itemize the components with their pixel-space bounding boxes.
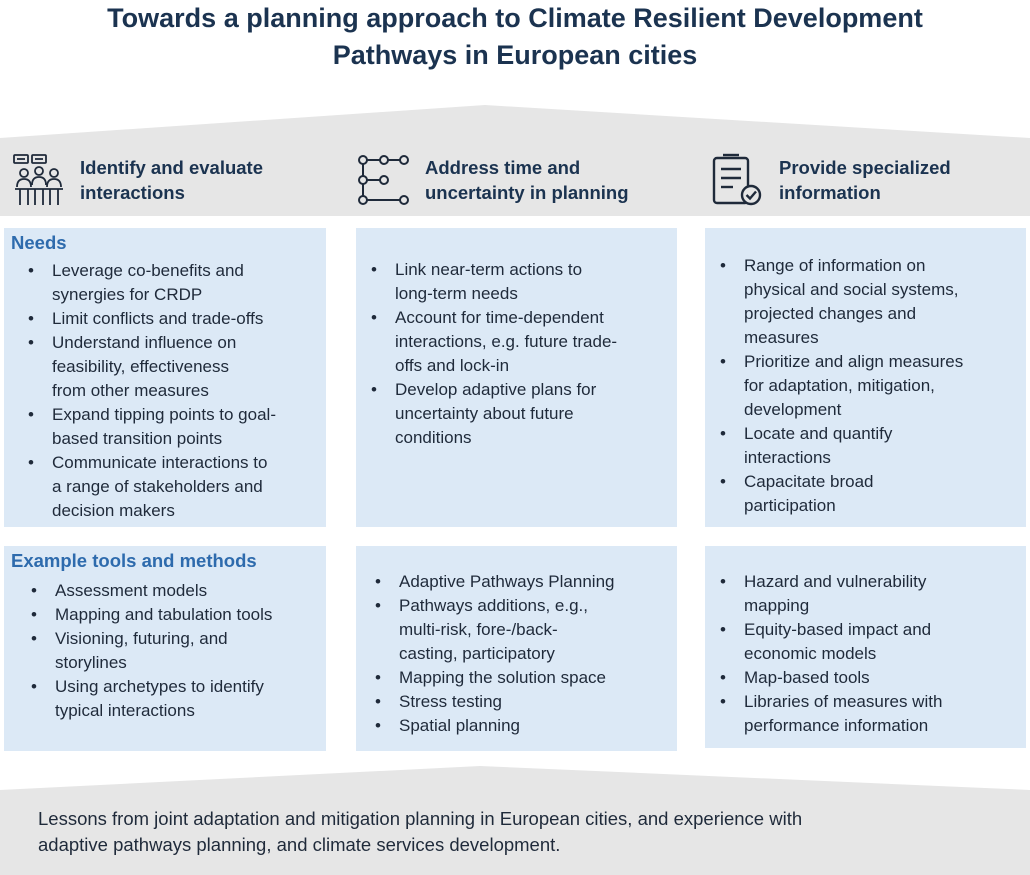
tools-list-information: [717, 570, 942, 738]
list-item: • Hazard and vulnerability mapping: [717, 570, 942, 618]
pillar-header-time-uncertainty: [357, 148, 629, 212]
pillar-header-interactions: [12, 148, 263, 212]
document-checklist-icon: [711, 153, 765, 207]
foundation-line-2: adaptive pathways planning, and climate services development.: [38, 834, 561, 855]
people-meeting-icon: [12, 153, 66, 207]
list-item: • Pathways additions, e.g., multi-risk, fore-/back- casting, participatory: [372, 594, 614, 666]
list-item: • Capacitate broad participation: [717, 470, 963, 518]
list-item: • Libraries of measures with performance information: [717, 690, 942, 738]
diagram-title: [0, 0, 1030, 74]
foundation-line-1: Lessons from joint adaptation and mitigation planning in European cities, and experience with: [38, 808, 803, 829]
pathway-network-icon: [357, 153, 411, 207]
list-item: • Locate and quantify interactions: [717, 422, 963, 470]
pillar-label-information: Provide specialized information: [779, 157, 951, 203]
list-item: • Limit conflicts and trade-offs: [25, 307, 276, 331]
title-line-2: Pathways in European cities: [332, 40, 698, 70]
list-item: • Develop adaptive plans for uncertainty about future conditions: [368, 378, 617, 450]
foundation-text: [38, 806, 998, 858]
pillar-label-time-uncertainty: Address time and uncertainty in planning: [425, 157, 629, 203]
needs-heading: Needs: [11, 232, 67, 253]
list-item: • Account for time-dependent interactions, e.g. future trade- offs and lock-in: [368, 306, 617, 378]
title-line-1: Towards a planning approach to Climate Resilient Development: [107, 3, 923, 33]
list-item: • Visioning, futuring, and storylines: [28, 627, 272, 675]
tools-box-time-uncertainty: [356, 546, 677, 751]
needs-box-information: [705, 228, 1026, 527]
tools-heading: Example tools and methods: [11, 550, 257, 571]
needs-list-information: [717, 254, 963, 518]
list-item: • Stress testing: [372, 690, 614, 714]
list-item: • Adaptive Pathways Planning: [372, 570, 614, 594]
list-item: • Prioritize and align measures for adaptation, mitigation, development: [717, 350, 963, 422]
list-item: • Link near-term actions to long-term needs: [368, 258, 617, 306]
list-item: • Mapping and tabulation tools: [28, 603, 272, 627]
tools-box-information: [705, 546, 1026, 748]
list-item: • Spatial planning: [372, 714, 614, 738]
list-item: • Map-based tools: [717, 666, 942, 690]
list-item: • Expand tipping points to goal- based transition points: [25, 403, 276, 451]
list-item: • Communicate interactions to a range of stakeholders and decision makers: [25, 451, 276, 523]
list-item: • Using archetypes to identify typical interactions: [28, 675, 272, 723]
list-item: • Range of information on physical and social systems, projected changes and measures: [717, 254, 963, 350]
tools-list-interactions: [28, 579, 272, 723]
list-item: • Understand influence on feasibility, effectiveness from other measures: [25, 331, 276, 403]
needs-list-interactions: [25, 259, 276, 523]
tools-box-interactions: [4, 546, 326, 751]
needs-list-time-uncertainty: [368, 258, 617, 450]
list-item: • Leverage co-benefits and synergies for CRDP: [25, 259, 276, 307]
needs-box-interactions: [4, 228, 326, 527]
list-item: • Mapping the solution space: [372, 666, 614, 690]
list-item: • Assessment models: [28, 579, 272, 603]
needs-box-time-uncertainty: [356, 228, 677, 527]
pillar-header-information: [711, 148, 951, 212]
tools-list-time-uncertainty: [372, 570, 614, 738]
pillar-label-interactions: Identify and evaluate interactions: [80, 157, 263, 203]
list-item: • Equity-based impact and economic models: [717, 618, 942, 666]
